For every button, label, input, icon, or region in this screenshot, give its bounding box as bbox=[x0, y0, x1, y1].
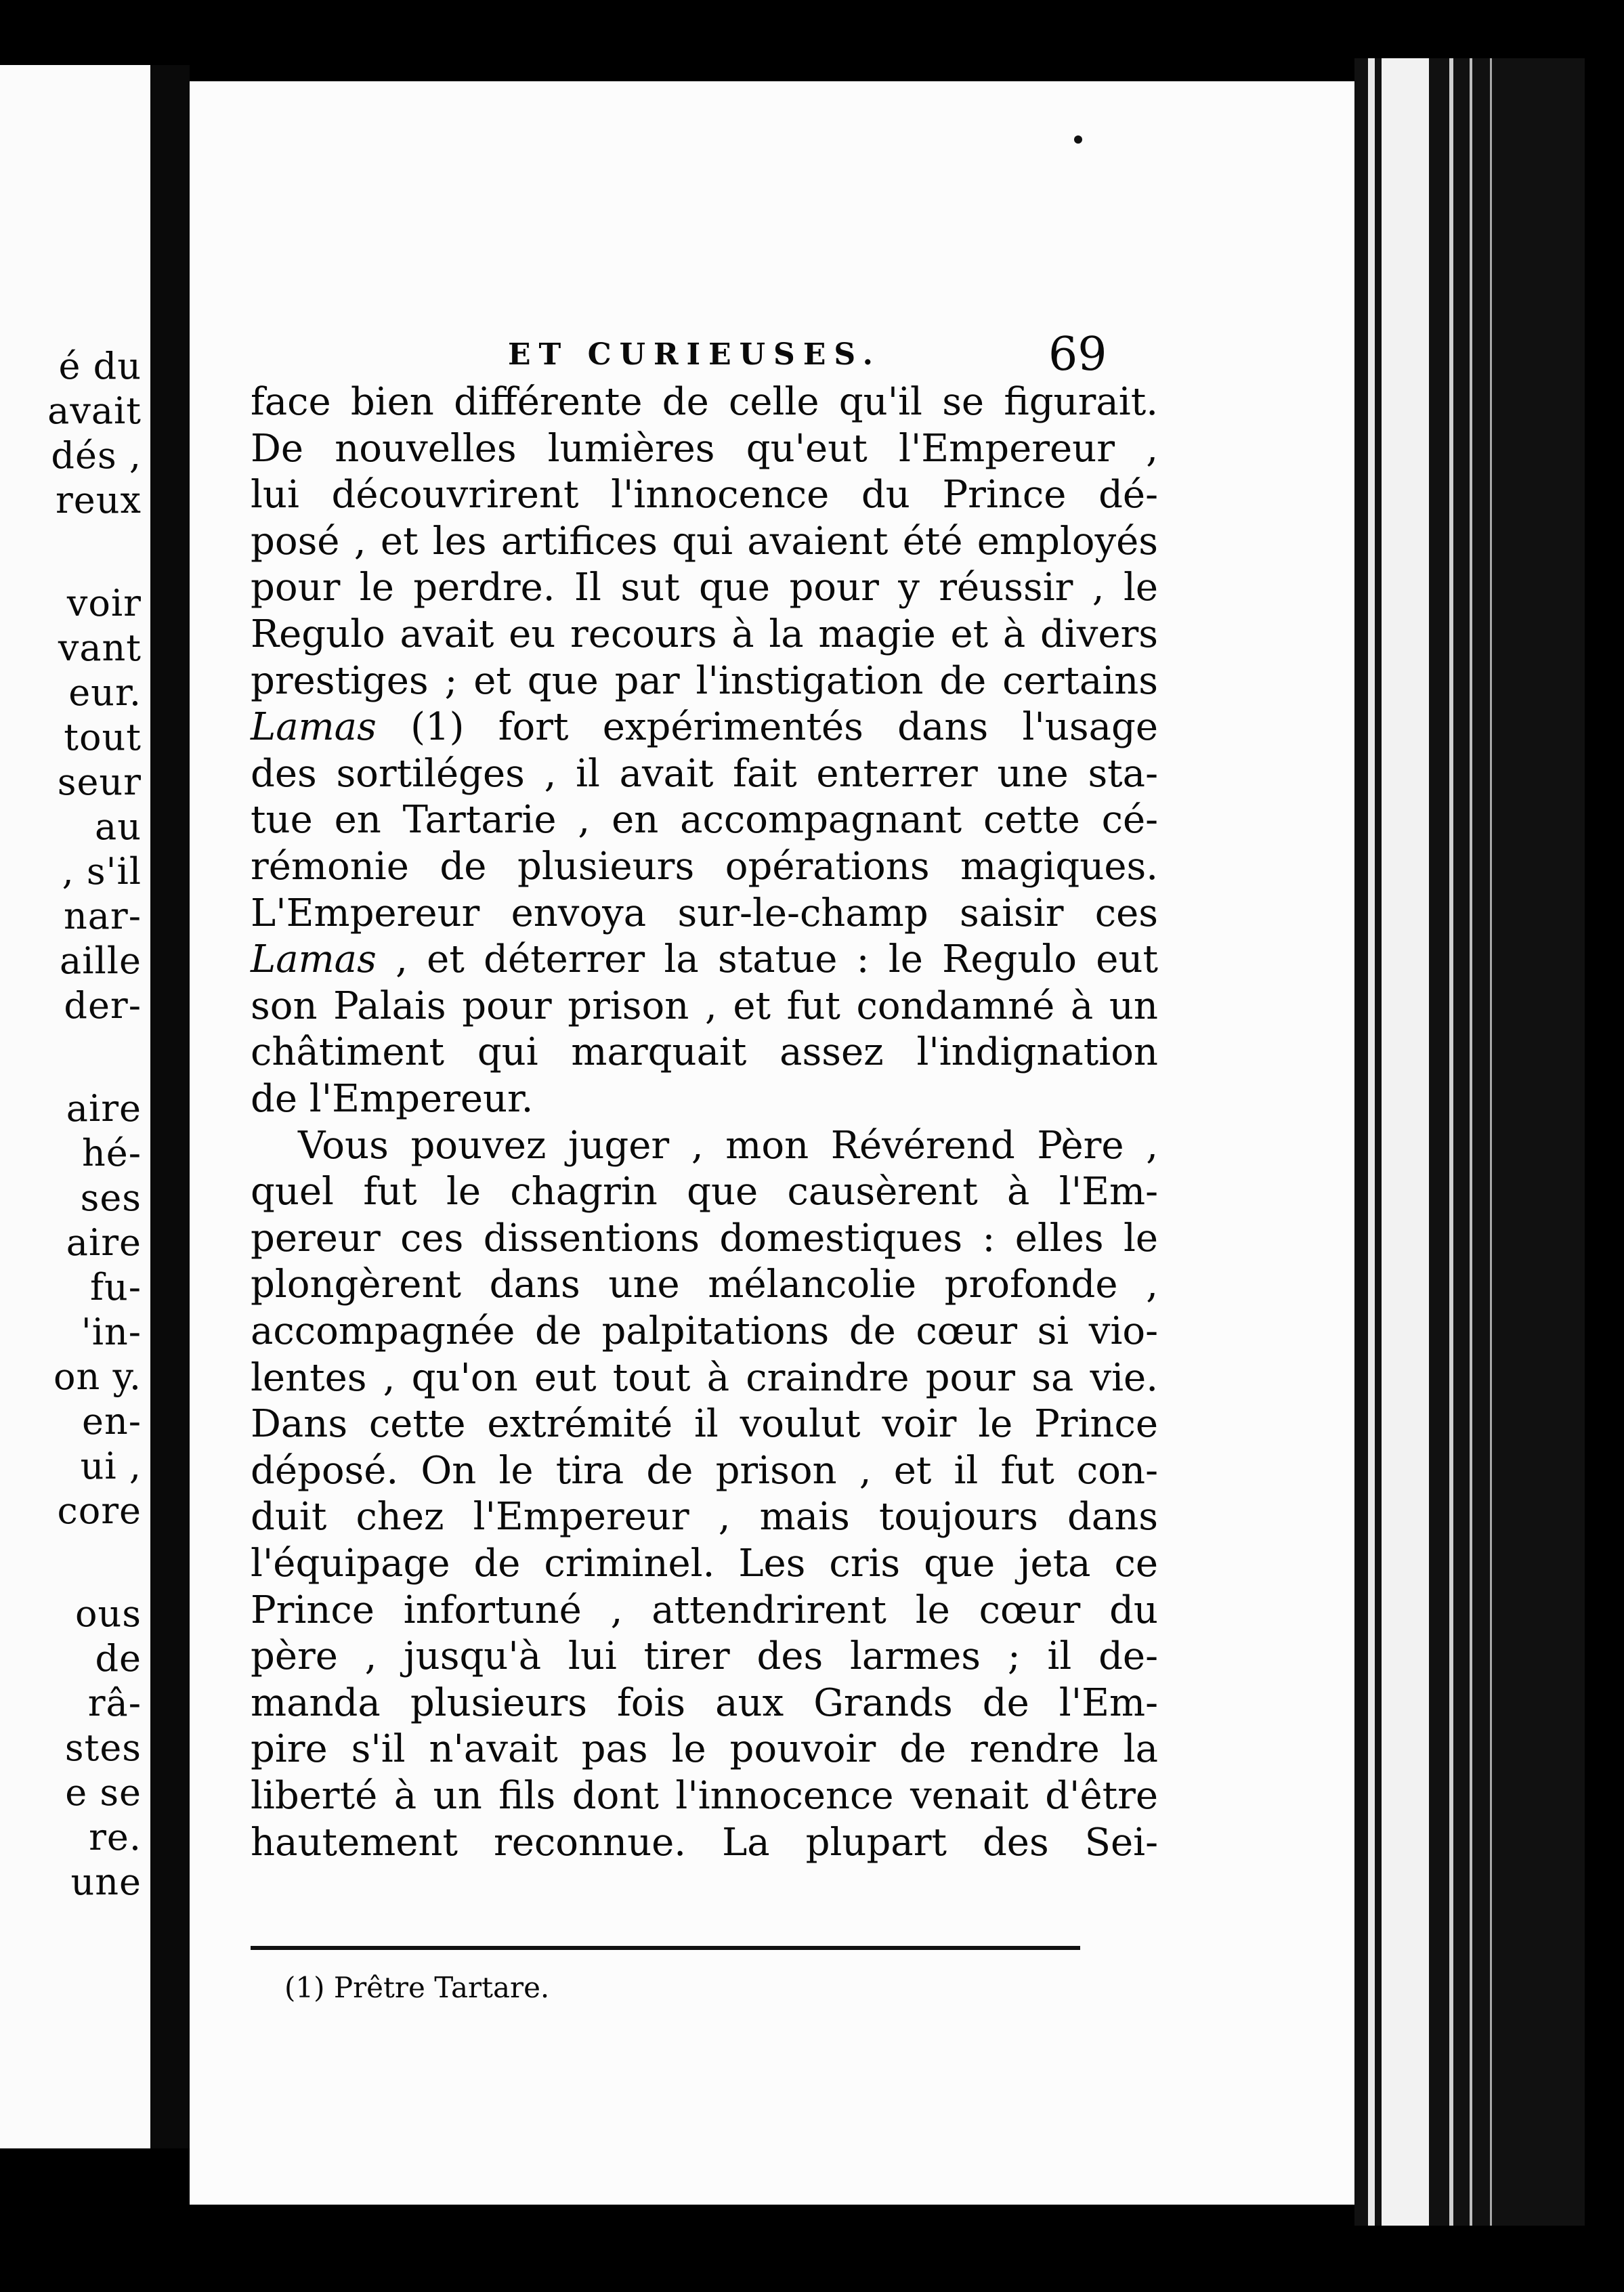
page-number: 69 bbox=[1048, 328, 1107, 381]
body-line: déposé. On le tira de prison , et il fut con- bbox=[251, 1448, 1158, 1493]
body-line: Prince infortuné , attendrirent le cœur du bbox=[251, 1588, 1158, 1632]
left-page-line: eur. bbox=[68, 671, 142, 714]
left-page-line: core bbox=[57, 1489, 142, 1532]
body-line: plongèrent dans une mélancolie profonde , bbox=[251, 1262, 1158, 1307]
body-line: L'Empereur envoya sur-le-champ saisir ces bbox=[251, 891, 1158, 935]
body-line: Lamas , et déterrer la statue : le Regulo eut bbox=[251, 937, 1158, 982]
left-page-line: on y. bbox=[54, 1355, 142, 1398]
left-page-line: aire bbox=[66, 1221, 142, 1264]
left-page-line: au bbox=[95, 805, 142, 848]
right-page bbox=[190, 81, 1361, 2205]
body-line: pour le perdre. Il sut que pour y réussir , le bbox=[251, 566, 1158, 610]
body-line: manda plusieurs fois aux Grands de l'Em- bbox=[251, 1680, 1158, 1725]
left-page-line: voir bbox=[66, 582, 142, 624]
book-fore-edge bbox=[1354, 58, 1585, 2226]
left-page-line: reux bbox=[55, 479, 142, 522]
body-line: Lamas (1) fort expérimentés dans l'usage bbox=[251, 705, 1158, 750]
left-page-line: aille bbox=[60, 939, 142, 982]
left-page-line: seur bbox=[57, 761, 142, 803]
body-line: Vous pouvez juger , mon Révérend Père , bbox=[298, 1123, 1158, 1168]
page-edge-strip bbox=[1490, 58, 1492, 2226]
left-page-line: é du bbox=[58, 345, 142, 387]
footnote-rule bbox=[251, 1946, 1080, 1950]
body-line: lentes , qu'on eut tout à craindre pour sa vie. bbox=[251, 1355, 1158, 1400]
left-page-line: en- bbox=[82, 1400, 142, 1443]
body-line: des sortiléges , il avait fait enterrer une sta- bbox=[251, 751, 1158, 796]
left-page-line: re. bbox=[89, 1816, 142, 1859]
body-line: accompagnée de palpitations de cœur si vio- bbox=[251, 1309, 1158, 1353]
left-page-line: tout bbox=[64, 716, 142, 759]
page-edge-strip bbox=[1449, 58, 1453, 2226]
body-line: posé , et les artifices qui avaient été employés bbox=[251, 519, 1158, 564]
body-line: pire s'il n'avait pas le pouvoir de rendre la bbox=[251, 1727, 1158, 1772]
left-page-line: nar- bbox=[63, 895, 142, 937]
left-page-line: 'in- bbox=[81, 1311, 142, 1353]
ink-speck bbox=[1074, 135, 1082, 144]
left-page-line: avait bbox=[47, 389, 142, 432]
left-page-fragment bbox=[0, 65, 150, 2148]
left-page-line: ses bbox=[80, 1176, 142, 1219]
body-line: tue en Tartarie , en accompagnant cette cé- bbox=[251, 798, 1158, 843]
body-line: père , jusqu'à lui tirer des larmes ; il de- bbox=[251, 1634, 1158, 1679]
body-line: lui découvrirent l'innocence du Prince dé- bbox=[251, 473, 1158, 517]
body-line: l'équipage de criminel. Les cris que jeta ce bbox=[251, 1542, 1158, 1586]
left-page-line: stes bbox=[64, 1726, 142, 1769]
body-line: duit chez l'Empereur , mais toujours dans bbox=[251, 1495, 1158, 1540]
left-page-line: fu- bbox=[89, 1266, 142, 1309]
left-page-line: , s'il bbox=[62, 850, 142, 893]
body-line: prestiges ; et que par l'instigation de certains bbox=[251, 658, 1158, 703]
body-line: liberté à un fils dont l'innocence venait d'être bbox=[251, 1774, 1158, 1818]
body-line: Regulo avait eu recours à la magie et à divers bbox=[251, 612, 1158, 656]
running-head: ET CURIEUSES. bbox=[508, 337, 881, 372]
page-edge-strip bbox=[1382, 58, 1429, 2226]
left-page-line: der- bbox=[64, 984, 142, 1027]
body-line: de l'Empereur. bbox=[251, 1077, 534, 1121]
body-line: Dans cette extrémité il voulut voir le Prince bbox=[251, 1402, 1158, 1447]
left-page-line: dés , bbox=[51, 434, 142, 477]
left-page-line: ui , bbox=[80, 1445, 142, 1487]
body-line: face bien différente de celle qu'il se figurait. bbox=[251, 380, 1158, 424]
page-edge-strip bbox=[1470, 58, 1472, 2226]
left-page-line: e se bbox=[65, 1771, 142, 1814]
page-header bbox=[190, 328, 1361, 385]
left-page-line: râ- bbox=[87, 1682, 142, 1724]
body-line: châtiment qui marquait assez l'indignation bbox=[251, 1030, 1158, 1075]
body-line: hautement reconnue. La plupart des Sei- bbox=[251, 1820, 1158, 1865]
left-page-line: aire bbox=[66, 1087, 142, 1130]
body-line: quel fut le chagrin que causèrent à l'Em- bbox=[251, 1170, 1158, 1214]
left-page-line: une bbox=[70, 1861, 142, 1903]
left-page-line: hé- bbox=[82, 1132, 142, 1174]
body-line: pereur ces dissentions domestiques : elles le bbox=[251, 1216, 1158, 1260]
page-edge-strip bbox=[1368, 58, 1375, 2226]
body-line: De nouvelles lumières qu'eut l'Empereur , bbox=[251, 426, 1158, 471]
book-gutter bbox=[150, 65, 190, 2148]
body-line: son Palais pour prison , et fut condamné à un bbox=[251, 983, 1158, 1028]
footnote: (1) Prêtre Tartare. bbox=[284, 1971, 550, 2004]
left-page-line: ous bbox=[74, 1592, 142, 1635]
left-page-line: vant bbox=[58, 627, 142, 669]
body-line: rémonie de plusieurs opérations magiques. bbox=[251, 845, 1158, 889]
left-page-line: de bbox=[95, 1637, 142, 1680]
